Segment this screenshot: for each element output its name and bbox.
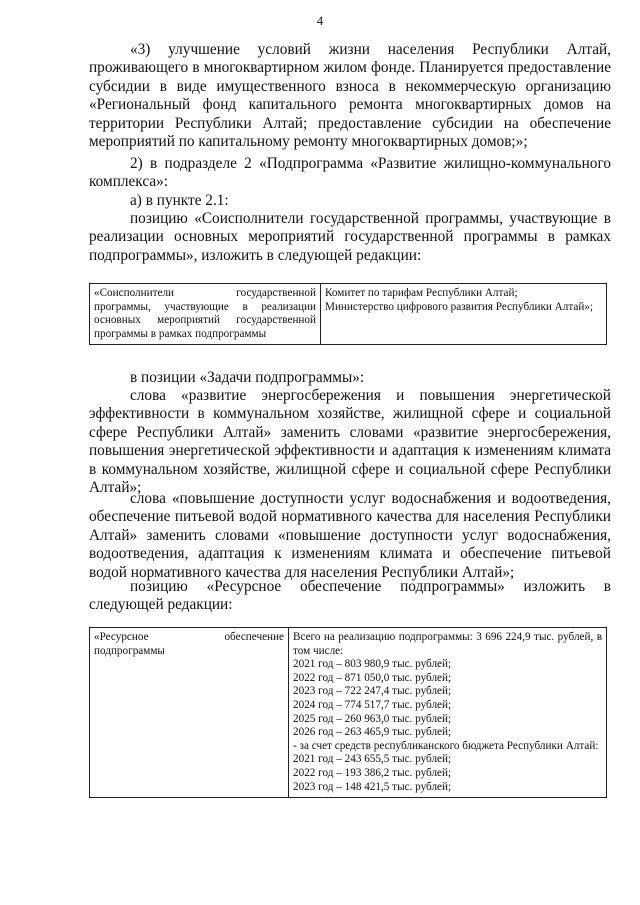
resources-value-cell [289, 628, 607, 798]
resources-line: 2021 год – 243 655,5 тыс. рублей; [293, 753, 452, 766]
paragraph-tasks-position: в позиции «Задачи подпрограммы»: [130, 369, 365, 386]
paragraph-resources-position: позицию «Ресурсное обеспечение подпрограммы» изложить в следующей редакции: [89, 578, 611, 614]
paragraph-tasks-energy: слова «развитие энергосбережения и повышения энергетической эффективности в коммунальном хозяйстве, жилищной сфере и социальной сфере Республики Алтай» заменить словами «развитие энергосбережения, повышения энергетической эффективности и адаптация к изменениям климата в коммунальном хозяйстве, жилищной сфере и социальной сфере Республики Алтай»; [89, 387, 611, 497]
coexecutor-line: Министерство цифрового развития Республики Алтай»; [325, 300, 594, 313]
paragraph-subsection-2: 2) в подразделе 2 «Подпрограмма «Развитие жилищно-коммунального комплекса»: [89, 155, 611, 191]
paragraph-item-2-1: а) в пункте 2.1: [130, 192, 229, 209]
resources-line: Всего на реализацию подпрограммы: 3 696 224,9 тыс. рублей, в том числе: [293, 631, 602, 657]
resources-line: 2023 год – 148 421,5 тыс. рублей; [293, 780, 452, 793]
paragraph-housing-improvement: «3) улучшение условий жизни населения Республики Алтай, проживающего в многоквартирном жилом фонде. Планируется предоставление субсидии в виде имущественного взноса в некоммерческую организацию «Региональный фонд капитального ремонта многоквартирных домов на территории Республики Алтай; предоставление субсидии на обеспечение мероприятий по капитальному ремонту многоквартирных домов;»; [89, 41, 611, 151]
paragraph-coexecutors-position: позицию «Соисполнители государственной программы, участвующие в реализации основных мероприятий государственной программы в рамках подпрограммы», изложить в следующей редакции: [89, 210, 611, 264]
resources-line: 2022 год – 193 386,2 тыс. рублей; [293, 766, 452, 779]
coexecutor-line: Комитет по тарифам Республики Алтай; [325, 287, 518, 299]
resources-line: - за счет средств республиканского бюджета Республики Алтай: [293, 739, 599, 752]
resources-line: 2023 год – 722 247,4 тыс. рублей; [293, 685, 452, 698]
resources-line: 2024 год – 774 517,7 тыс. рублей; [293, 698, 452, 711]
page-number: 4 [316, 14, 324, 28]
resources-line: 2025 год – 260 963,0 тыс. рублей; [293, 712, 452, 725]
coexecutors-table [89, 283, 607, 345]
coexecutors-value-cell [321, 284, 607, 345]
resources-table [89, 627, 607, 798]
coexecutors-label-cell: «Соисполнители государственной программы, участвующие в реализации основных мероприятий государственной программы в рамках подпрограммы [90, 284, 321, 345]
paragraph-tasks-water: слова «повышение доступности услуг водоснабжения и водоотведения, обеспечение питьевой водой нормативного качества для населения Республики Алтай» заменить словами «повышение доступности услуг водоснабжения, водоотведения, адаптация к изменениям климата и обеспечение питьевой водой нормативного качества для населения Республики Алтай»; [89, 490, 611, 581]
resources-line: 2022 год – 871 050,0 тыс. рублей; [293, 671, 452, 684]
resources-line: 2021 год – 803 980,9 тыс. рублей; [293, 658, 452, 671]
resources-label-cell: «Ресурсное обеспечение подпрограммы [90, 628, 289, 798]
resources-line: 2026 год – 263 465,9 тыс. рублей; [293, 726, 452, 739]
